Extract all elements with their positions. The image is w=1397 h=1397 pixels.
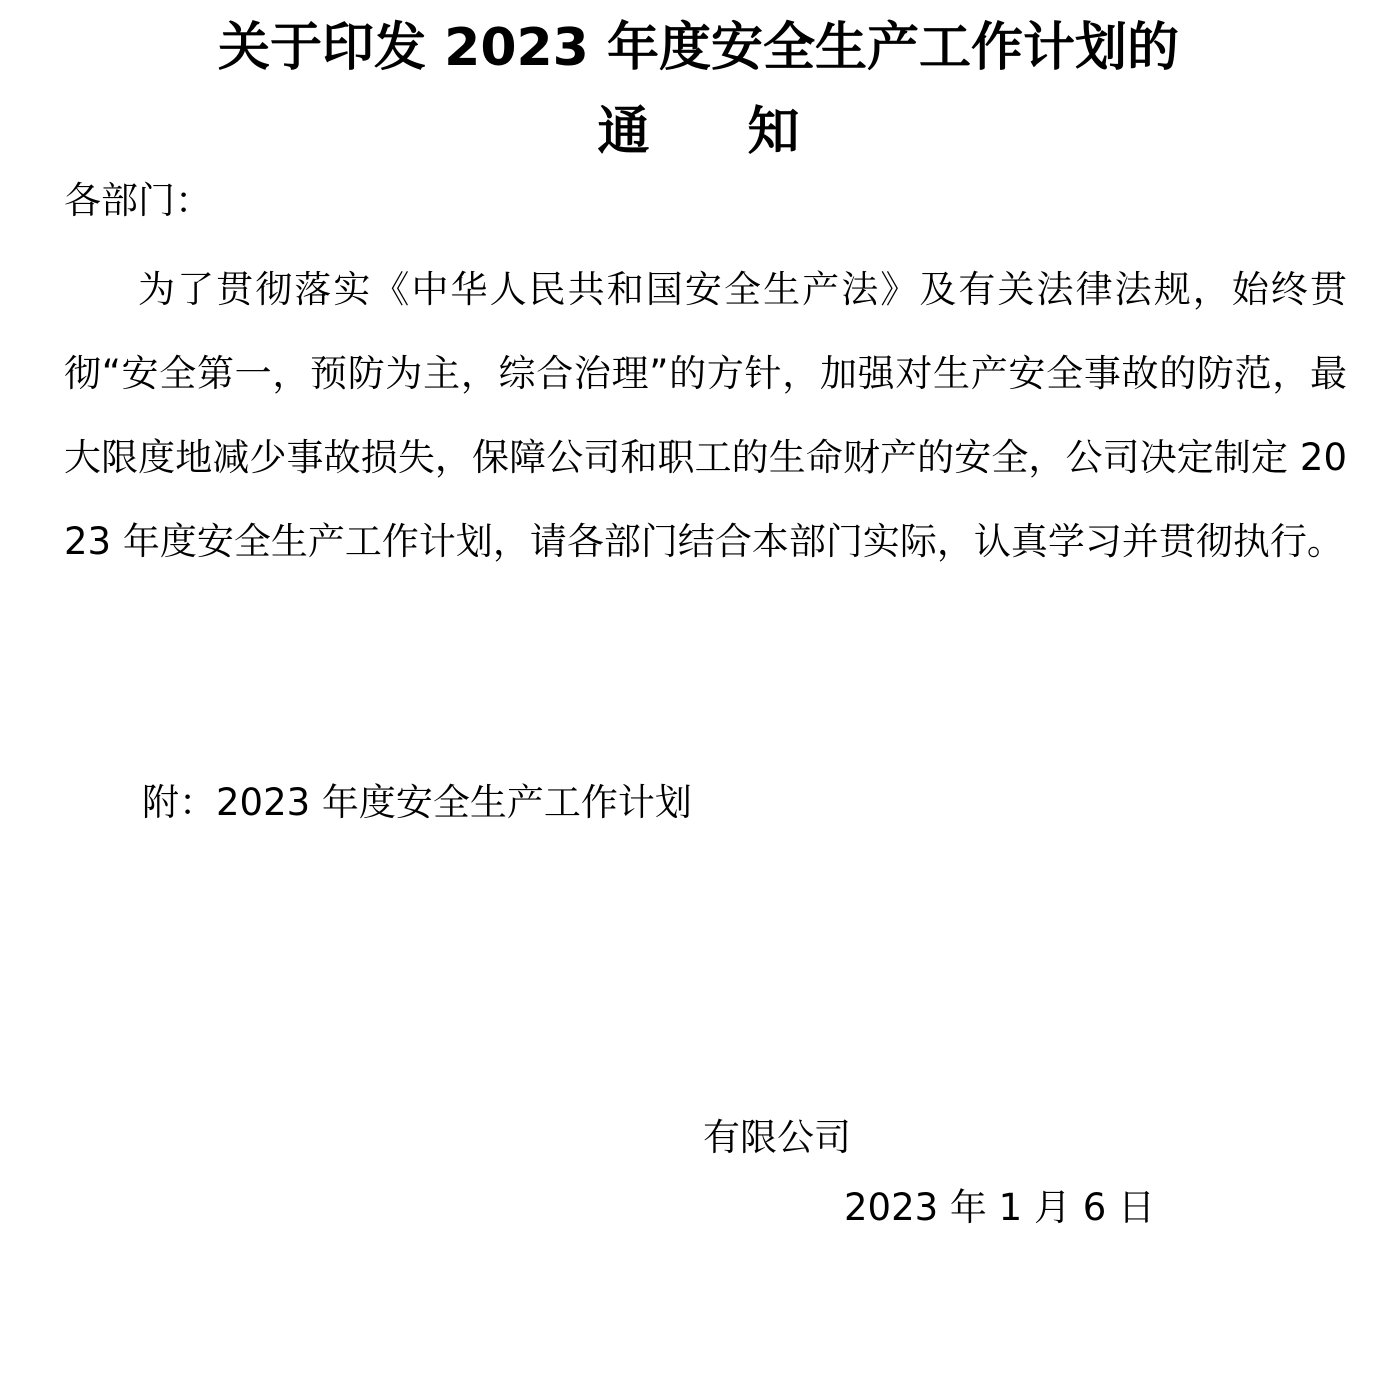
signature-date: 2023 年 1 月 6 日 bbox=[844, 1186, 1156, 1229]
document-title: 关于印发 2023 年度安全生产工作计划的 bbox=[218, 18, 1179, 78]
body-paragraph: 为了贯彻落实《中华人民共和国安全生产法》及有关法律法规，始终贯彻“安全第一，预防为主，综合治理”的方针，加强对生产安全事故的防范，最大限度地减少事故损失，保障公司和职工的生命财产的安全，公司决定制定 2023 年度安全生产工作计划，请各部门结合本部门实际，认真学习并贯彻执行。 bbox=[64, 268, 1347, 563]
attachment-note: 附：2023 年度安全生产工作计划 bbox=[142, 781, 692, 824]
signature-company: 有限公司 bbox=[703, 1116, 851, 1159]
salutation: 各部门： bbox=[64, 179, 212, 222]
document-title-notice: 通 知 bbox=[597, 102, 840, 162]
